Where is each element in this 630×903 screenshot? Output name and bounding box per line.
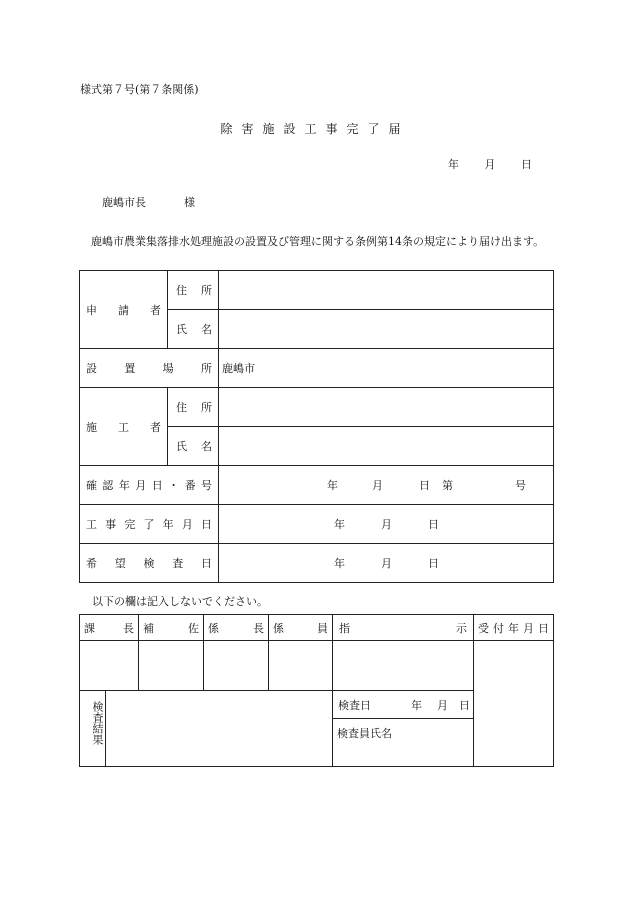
confirmation-year: 年 <box>327 479 338 492</box>
office-use-table <box>79 614 554 767</box>
completion-month: 月 <box>381 518 392 531</box>
inspection-date-label: 検査日 <box>338 698 371 712</box>
confirmation-label: 確認年月日・番号 <box>80 466 219 505</box>
inspection-request-field[interactable] <box>219 544 554 583</box>
inspection-request-label: 希望検査日 <box>80 544 219 583</box>
header-shiji-2: 示 <box>456 621 467 635</box>
hosa-seal-cell[interactable] <box>139 641 204 691</box>
inspection-date-month: 月 <box>437 698 448 712</box>
confirmation-dai: 第 <box>442 479 453 492</box>
contractor-name-label: 氏名 <box>168 427 219 466</box>
applicant-name-label: 氏名 <box>168 310 219 349</box>
applicant-label: 申請者 <box>80 271 168 349</box>
kakaricho-seal-cell[interactable] <box>204 641 269 691</box>
office-use-note: 以下の欄は記入しないでください。 <box>92 595 268 608</box>
contractor-name-field[interactable] <box>219 427 554 466</box>
document-title: 除害施設工事完了届 <box>220 122 410 136</box>
addressee <box>102 194 195 210</box>
header-kakariin: 係員 <box>269 615 333 641</box>
inspection-result-label: 検査結果 <box>80 691 106 767</box>
header-shiji <box>333 615 474 641</box>
completion-date-label: 工事完了年月日 <box>80 505 219 544</box>
header-shiji-1: 指 <box>339 621 350 635</box>
inspection-date-day: 日 <box>459 698 470 712</box>
confirmation-field[interactable] <box>219 466 554 505</box>
completion-year: 年 <box>334 518 345 531</box>
addressee-honorific: 様 <box>184 196 195 209</box>
inspector-name-label: 検査員氏名 <box>337 727 392 740</box>
confirmation-day: 日 <box>419 479 430 492</box>
applicant-address-field[interactable] <box>219 271 554 310</box>
inspection-request-month: 月 <box>381 557 392 570</box>
inspection-date-cell[interactable] <box>333 691 474 719</box>
inspection-request-year: 年 <box>334 557 345 570</box>
location-label: 設置場所 <box>80 349 219 388</box>
header-uketsuke: 受付年月日 <box>474 615 554 641</box>
kakariin-seal-cell[interactable] <box>269 641 333 691</box>
inspector-name-cell[interactable] <box>333 719 474 767</box>
application-table <box>79 270 554 583</box>
header-kacho: 課長 <box>80 615 139 641</box>
kacho-seal-cell[interactable] <box>80 641 139 691</box>
applicant-address-label: 住所 <box>168 271 219 310</box>
completion-date-field[interactable] <box>219 505 554 544</box>
contractor-address-field[interactable] <box>219 388 554 427</box>
date-month-label: 月 <box>484 158 496 171</box>
header-kakaricho: 係長 <box>204 615 269 641</box>
completion-day: 日 <box>428 518 439 531</box>
confirmation-gou: 号 <box>515 479 526 492</box>
location-field[interactable]: 鹿嶋市 <box>219 349 554 388</box>
addressee-name: 鹿嶋市長 <box>102 196 146 209</box>
header-hosa: 補佐 <box>139 615 204 641</box>
contractor-address-label: 住所 <box>168 388 219 427</box>
submission-date <box>448 156 532 172</box>
form-number: 様式第７号(第７条関係) <box>80 83 199 96</box>
date-year-label: 年 <box>448 158 459 171</box>
confirmation-month: 月 <box>372 479 383 492</box>
intro-text: 鹿嶋市農業集落排水処理施設の設置及び管理に関する条例第14条の規定により届け出ます。 <box>91 235 545 248</box>
shiji-cell[interactable] <box>333 641 474 691</box>
applicant-name-field[interactable] <box>219 310 554 349</box>
uketsuke-date-cell[interactable] <box>474 641 554 767</box>
inspection-result-cell[interactable] <box>106 691 333 767</box>
inspection-request-day: 日 <box>428 557 439 570</box>
inspection-date-year: 年 <box>411 698 422 712</box>
date-day-label: 日 <box>521 158 532 171</box>
contractor-label: 施工者 <box>80 388 168 466</box>
